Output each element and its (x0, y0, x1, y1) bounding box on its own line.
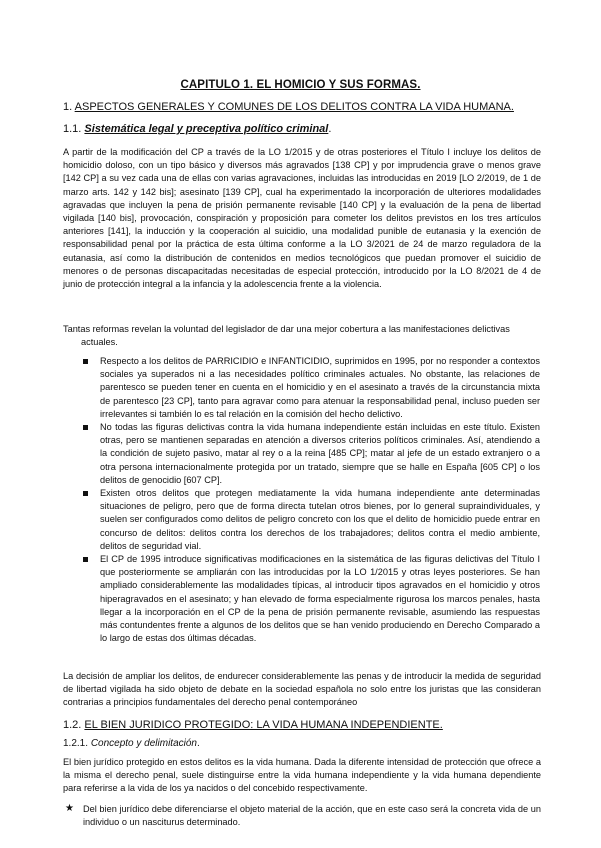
bullet-item-3 (80, 487, 540, 553)
square-bullet-icon (83, 491, 88, 496)
section-1-2-1-number: 1.2.1. (63, 738, 89, 749)
section-1-1-heading (63, 123, 331, 135)
section-1-number: 1. (63, 101, 73, 113)
section-1-2-number: 1.2. (63, 719, 82, 731)
bullet-text-2: No todas las figuras delictivas contra la vida humana independiente están incluidas en este título. Existen otras, pero se mantienen separadas en atención a diversos criterios políticos criminales. Así, atendiendo a la condición de sujeto pasivo, matar al rey o a la reina [485 CP]; matar al jefe de un estado extranjero o a otra persona internacionalmente protegida por un tratado, siempre que se halle en España [605 CP] o los delitos de genocidio [607 CP]. (100, 422, 540, 485)
section-1-heading (63, 101, 514, 113)
paragraph-4: El bien jurídico protegido en estos delitos es la vida humana. Dada la diferente intensidad de protección que ofrece a la misma el derecho penal, suele distinguirse entre la vida humana independiente y la vida humana dependiente para referirse a la vida de los ya nacidos o del concebido respectivamente. (63, 757, 541, 794)
paragraph-2 (63, 323, 541, 349)
bullet-text-3: Existen otros delitos que protegen mediatamente la vida humana independiente ante determinadas situaciones de peligro, pero que de forma directa tutelan otros bienes, por lo general supraindividuales, y suelen ser configurados como delitos de peligro concreto con los que el delito de homicidio puede entrar en concurso de delitos: delitos contra los derechos de los trabajadores; delitos contra el medio ambiente, delitos de seguridad vial. (100, 488, 540, 551)
star-item-1 (63, 803, 541, 829)
section-1-1-title: Sistemática legal y preceptiva político criminal (84, 123, 329, 135)
bullet-item-2 (80, 421, 540, 487)
section-1-1-number: 1.1. (63, 123, 82, 135)
section-1-1-suffix: . (328, 123, 332, 135)
square-bullet-icon (83, 557, 88, 562)
square-bullet-icon (83, 425, 88, 430)
paragraph-2-line-1: Tantas reformas revelan la voluntad del legislador de dar una mejor cobertura a las manifestaciones delictivas (63, 324, 510, 334)
star-list (63, 803, 541, 829)
section-1-2-1-heading (63, 738, 200, 749)
bullet-item-1 (80, 355, 540, 421)
section-1-title: ASPECTOS GENERALES Y COMUNES DE LOS DELITOS CONTRA LA VIDA HUMANA. (74, 101, 514, 113)
bullet-list (80, 355, 540, 645)
bullet-text-4: El CP de 1995 introduce significativas modificaciones en la sistemática de las figuras delictivas del Título I que posteriormente se ampliarán con las introducidas por la LO 1/2015 y otras leyes posteriores. Se han ampliado considerablemente las modalidades típicas, al introducir tipos agravados en el homicidio y otros hiperagravados en el asesinato; y han elevado de forma especialmente rigurosa los marcos penales, hasta llegar a la incorporación en el CP de la pena de prisión permanente revisable, asumiendo las respuestas más contundentes frente a algunos de los delitos que se han venido produciendo en Derecho Comparado a lo largo de estas dos últimas décadas. (100, 554, 540, 644)
chapter-title: CAPITULO 1. EL HOMICIO Y SUS FORMAS. (180, 79, 421, 91)
square-bullet-icon (83, 359, 88, 364)
bullet-text-1: Respecto a los delitos de PARRICIDIO e INFANTICIDIO, suprimidos en 1995, por no responder a contextos sociales ya superados ni a las necesidades político criminales actuales. No obstante, las relaciones de parentesco se pueden tener en cuenta en el homicidio y en el asesinato a través de la circunstancia mixta de parentesco [23 CP], tanto para agravar como para atenuar la responsabilidad penal, incluso pueden ser irrelevantes si también lo es tal relación en la comisión del hecho delictivo. (100, 356, 540, 419)
paragraph-1: A partir de la modificación del CP a través de la LO 1/2015 y de otras posteriores el Título I incluye los delitos de homicidio doloso, con un tipo básico y diversos más agravados [138 CP] y por imprudencia grave o menos grave [142 CP] a su vez cada una de ellas con varias agravaciones, incluidas las introducidas en 2019 [LO 2/2019, de 1 de marzo arts. 142 y 142 bis]; asesinato [139 CP], cual ha experimentado la incorporación de ulteriores modalidades agravadas que incluyen la pena de prisión permanente revisable [140 CP] y la evaluación de la pena de libertad vigilada [140 bis], provocación, conspiración y proposición para cometer los delitos previstos en los tres artículos anteriores [141], la inducción y la cooperación al suicidio, una modalidad punible de eutanasia y la exención de responsabilidad penal por la práctica de esta última conforme a la LO 3/2021 de 24 de marzo reguladora de la eutanasia, así como la distribución de contenidos en medios tecnológicos que puedan promover el suicidio de menores o de personas discapacitadas necesitadas de especial protección, introducido por la LO 8/2021 de 4 de junio de protección integral a la infancia y la adolescencia frente a la violencia. (63, 147, 541, 290)
paragraph-3: La decisión de ampliar los delitos, de endurecer considerablemente las penas y de introducir la medida de seguridad de libertad vigilada ha sido objeto de debate en la sociedad española no solo entre los juristas que las consideran contrarias a principios fundamentales del derecho penal contemporáneo (63, 671, 541, 708)
section-1-2-title: EL BIEN JURIDICO PROTEGIDO: LA VIDA HUMANA INDEPENDIENTE. (84, 719, 443, 731)
paragraph-2-line-2: actuales. (81, 337, 118, 348)
section-1-2-1-suffix: . (196, 738, 200, 749)
section-1-2-heading (63, 719, 443, 731)
section-1-2-1-title: Concepto y delimitación (90, 738, 197, 749)
star-text-1: Del bien jurídico debe diferenciarse el objeto material de la acción, que en este caso será la concreta vida de un individuo o un nasciturus determinado. (83, 804, 541, 828)
bullet-item-4 (80, 553, 540, 645)
star-bullet-icon: ★ (65, 803, 74, 814)
